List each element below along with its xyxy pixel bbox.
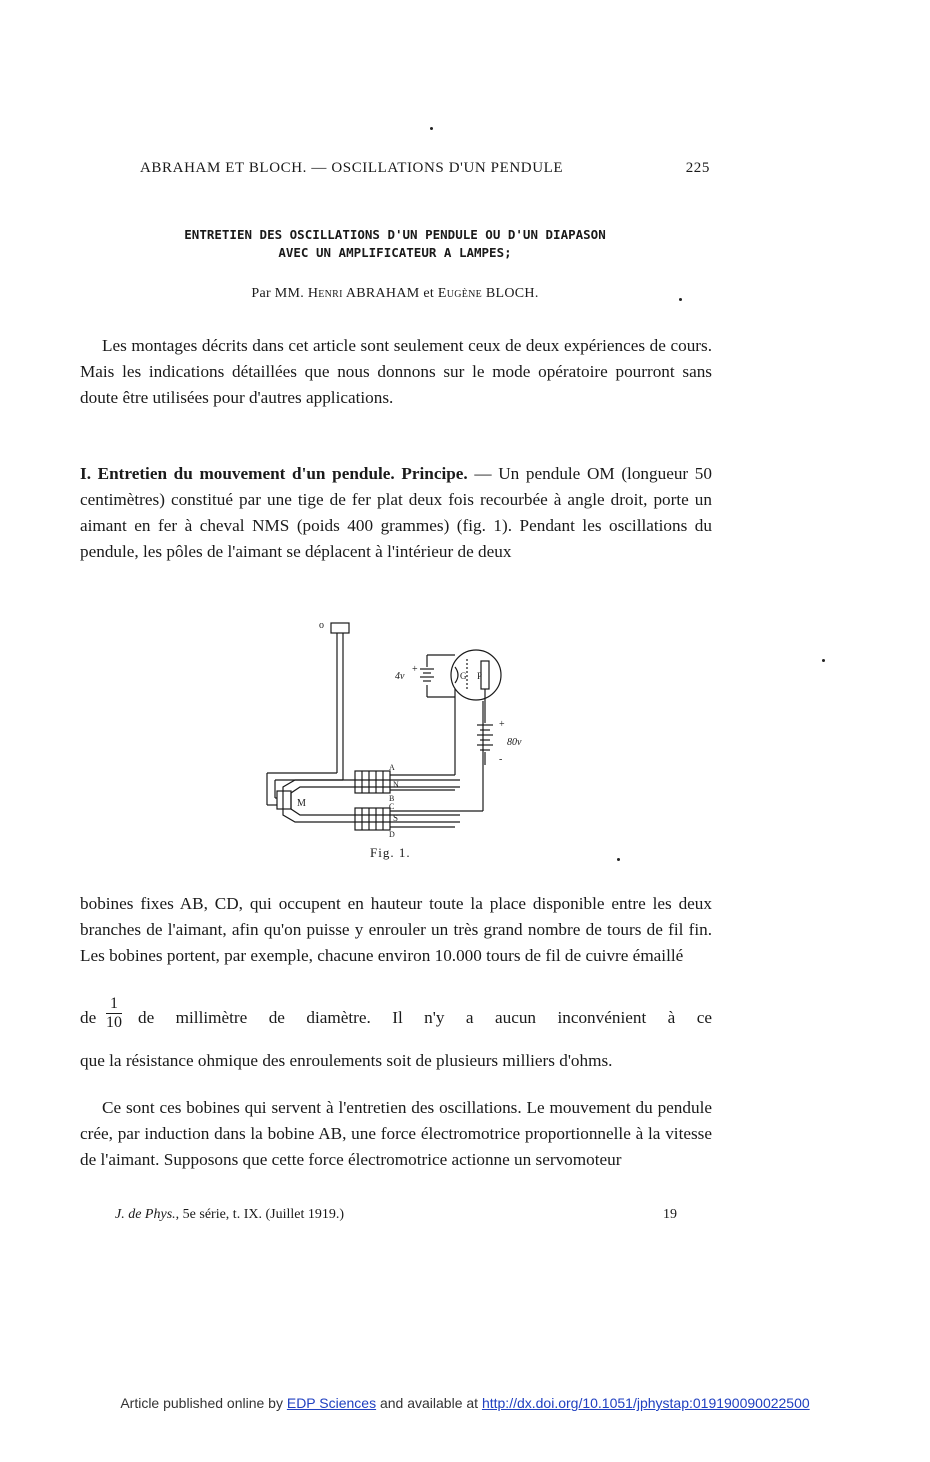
paragraph-resistance: que la résistance ohmique des enroulements soit de plusieurs milliers d'ohms.: [80, 1051, 613, 1070]
article-title: [80, 226, 710, 262]
print-speck: [430, 127, 433, 130]
print-speck: [679, 298, 682, 301]
authors-and: et: [423, 286, 435, 301]
journal-details: , 5e série, t. IX. (Juillet 1919.): [175, 1207, 345, 1222]
fraction-prefix: de: [80, 1008, 97, 1027]
label-n: N: [393, 780, 399, 789]
label-grid: G: [460, 671, 467, 681]
publisher-link[interactable]: EDP Sciences: [286, 1395, 377, 1411]
paragraph-coils: bobines fixes AB, CD, qui occupent en hauteur toute la place disponible entre les deux branches de l'aimant, afin qu'on puisse y enrouler un très grand nombre de tours de fil fin. Les bobines portent, par exemple, chacune environ 10.000 tours de fil de cuivre émaillé: [80, 894, 712, 965]
doi-link[interactable]: http://dx.doi.org/10.1051/jphystap:019190090022500: [481, 1395, 810, 1411]
figure-caption: Fig. 1.: [370, 845, 411, 860]
author1-last: ABRAHAM: [345, 286, 420, 301]
label-b: B: [389, 794, 395, 803]
journal-name: J. de Phys.: [115, 1207, 176, 1222]
fraction-line: [80, 995, 712, 1045]
section-text: — Un pendule OM (longueur 50 centimètres) constitué par une tige de fer plat deux fois recourbée à angle droit, porte un aimant en fer à cheval NMS (poids 400 grammes) (fig. 1). Pendant les oscillations du pendule, les pôles de l'aimant se déplacent à l'intérieur de deux: [80, 464, 712, 561]
author2-first: Eugène: [437, 286, 483, 301]
running-header: [140, 160, 710, 186]
label-plus-left: +: [412, 664, 418, 675]
article-title-line-1: ENTRETIEN DES OSCILLATIONS D'UN PENDULE OU D'UN DIAPASON: [184, 227, 606, 242]
print-speck: [617, 858, 620, 861]
author1-first: Henri: [307, 286, 343, 301]
fraction-numerator: 1: [106, 995, 122, 1014]
fraction-one-tenth: [106, 995, 122, 1032]
journal-footer: [115, 1207, 344, 1223]
label-plate: P: [477, 671, 483, 681]
fraction-denominator: 10: [106, 1014, 122, 1031]
coil-cd: [355, 808, 390, 830]
coil-ab: [355, 771, 390, 793]
section-heading: I. Entretien du mouvement d'un pendule. Principe.: [80, 464, 468, 483]
banner-prefix: Article published online by: [120, 1395, 287, 1411]
sheet-number: 19: [663, 1207, 677, 1222]
label-s: S: [393, 813, 399, 823]
label-o: o: [319, 620, 324, 631]
article-title-line-2: AVEC UN AMPLIFICATEUR A LAMPES;: [278, 245, 512, 260]
publication-banner: [0, 1395, 930, 1411]
author-line: [80, 286, 710, 302]
author2-last: BLOCH.: [485, 286, 539, 301]
magnet-outer: [283, 780, 460, 822]
label-plus-right: +: [499, 719, 505, 730]
label-battery-left: 4v: [395, 671, 405, 682]
paragraph-servo: Ce sont ces bobines qui servent à l'entretien des oscillations. Le mouvement du pendule crée, par induction dans la bobine AB, une force électromotrice proportionnelle à la vitesse de l'aimant. Supposons que cette force électromotrice actionne un servomoteur: [80, 1098, 712, 1169]
label-a: A: [389, 763, 395, 772]
label-d: D: [389, 830, 395, 839]
print-speck: [822, 659, 825, 662]
label-minus-right: -: [499, 754, 503, 765]
running-title: ABRAHAM ET BLOCH. — OSCILLATIONS D'UN PENDULE: [140, 160, 564, 176]
label-c: C: [389, 802, 395, 811]
page-number: 225: [685, 160, 710, 176]
fraction-suffix: de millimètre de diamètre. Il n'y a aucun inconvénient à ce: [138, 1008, 712, 1027]
paragraph-section-1: [80, 461, 712, 565]
suspension-block: [331, 623, 349, 633]
circuit-figure: [255, 615, 555, 845]
authors-prefix: Par MM.: [251, 286, 305, 301]
label-battery-right: 80v: [507, 737, 522, 748]
paragraph-intro: Les montages décrits dans cet article sont seulement ceux de deux expériences de cours. Mais les indications détaillées que nous donnons sur le mode opératoire pourront sans doute être utilisées pour d'autres applications.: [80, 336, 712, 407]
label-m: M: [297, 798, 306, 809]
tube-plate: [481, 661, 489, 689]
banner-middle: and available at: [376, 1395, 482, 1411]
